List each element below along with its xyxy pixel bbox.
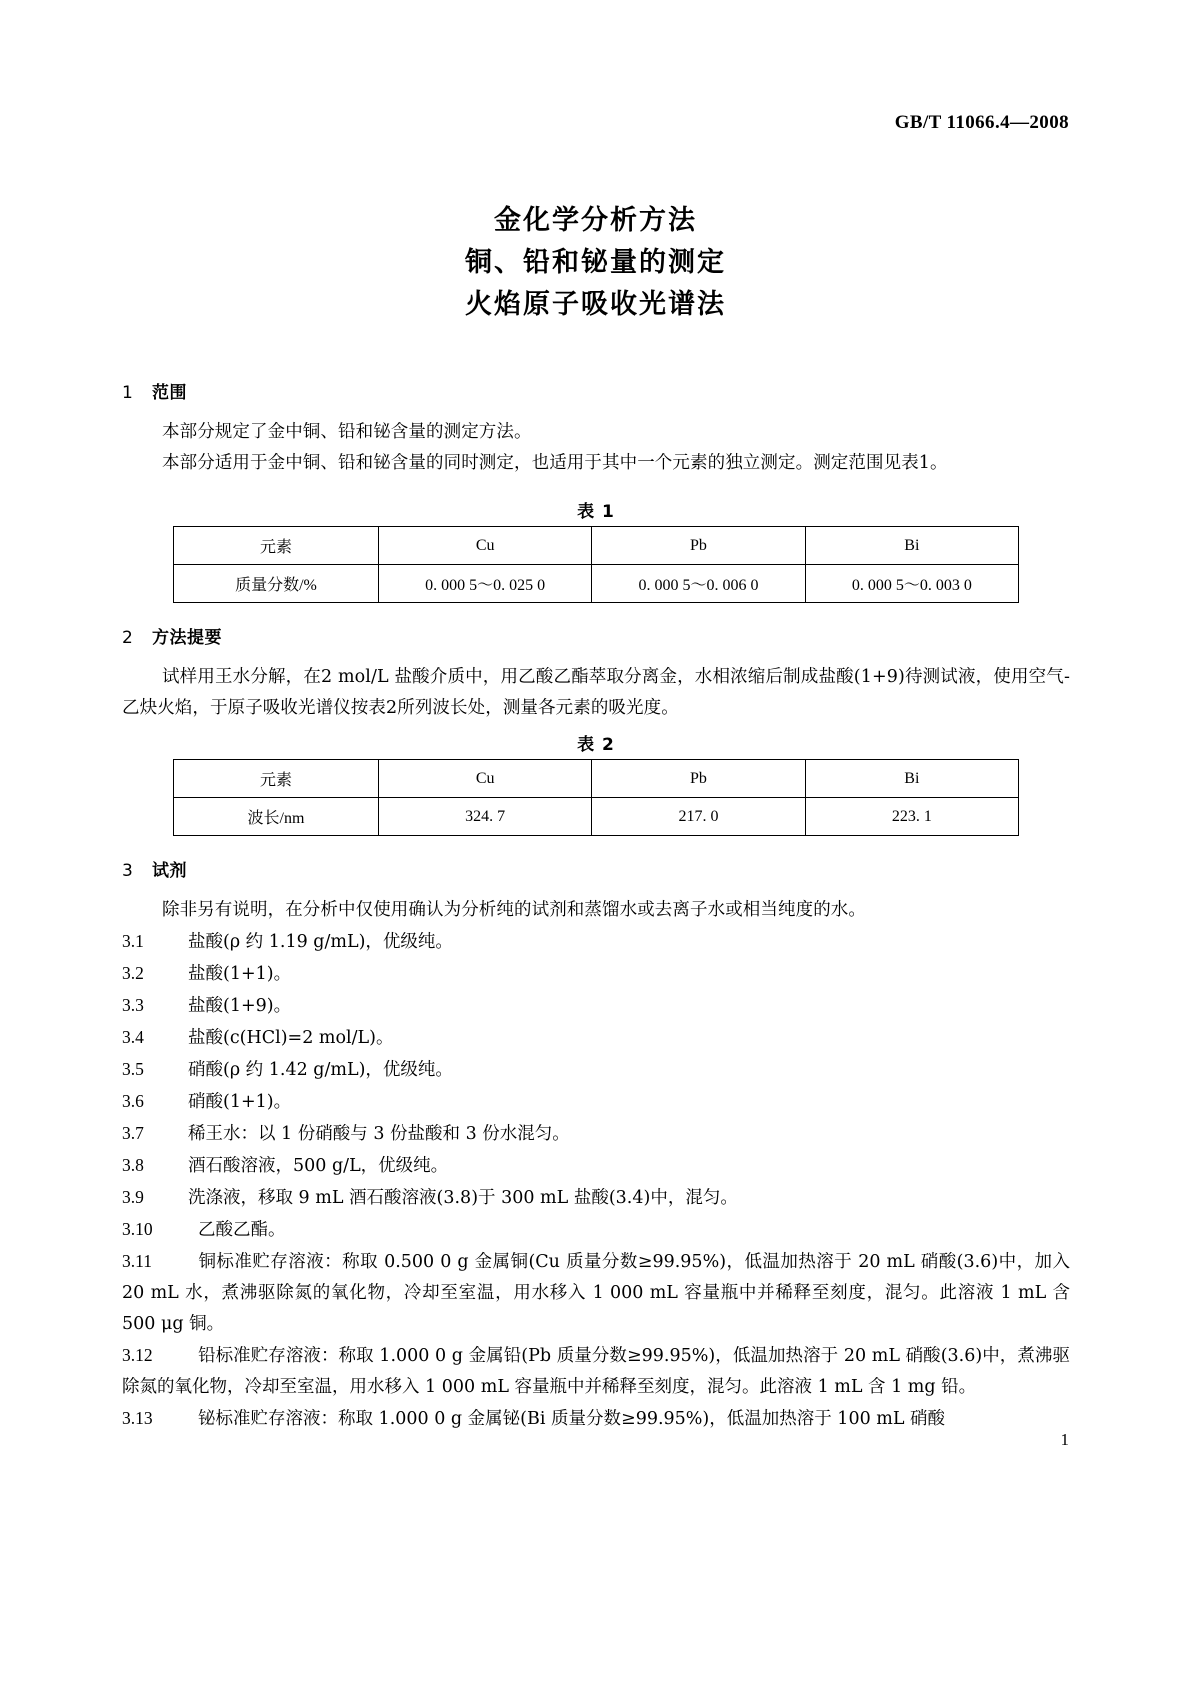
section-number-1: 1 [122, 383, 134, 403]
list-item [122, 1054, 1070, 1086]
table-1-value-1: 0. 000 5～0. 006 0 [592, 565, 805, 603]
section-heading-reagents [122, 856, 1070, 881]
scope-paragraph-2: 本部分适用于金中铜、铅和铋含量的同时测定，也适用于其中一个元素的独立测定。测定范围见表1。 [162, 453, 948, 473]
table-1 [173, 526, 1019, 603]
reagent-label-3-5: 3.5 [122, 1059, 144, 1079]
table-1-column-2: Bi [805, 527, 1018, 565]
title-line-3: 火焰原子吸收光谱法 [465, 289, 726, 320]
reagent-label-3-12: 3.12 [122, 1345, 153, 1365]
section-title-1: 范围 [152, 383, 187, 403]
reagent-label-3-11: 3.11 [122, 1251, 152, 1271]
reagent-text-3-12: 铅标准贮存溶液：称取 1.000 0 g 金属铅(Pb 质量分数≥99.95%)，低温加热溶于 20 mL 硝酸(3.6)中，煮沸驱除氮的氧化物，冷却至室温，用水移入 1 000 mL 容量瓶中并稀释至刻度，混匀。此溶液 1 mL 含 1 mg 铅。 [122, 1346, 1070, 1397]
reagent-text-3-9: 洗涤液，移取 9 mL 酒石酸溶液(3.8)于 300 mL 盐酸(3.4)中，混匀。 [188, 1188, 738, 1208]
list-item [122, 1214, 1070, 1246]
reagent-text-3-8: 酒石酸溶液，500 g/L，优级纯。 [188, 1156, 449, 1176]
table-1-row-header-1: 质量分数/% [174, 565, 379, 603]
reagent-label-3-7: 3.7 [122, 1123, 144, 1143]
list-item [122, 990, 1070, 1022]
reagent-text-3-4: 盐酸(c(HCl)=2 mol/L)。 [188, 1028, 394, 1048]
table-2-value-1: 217. 0 [592, 798, 805, 836]
section-number-2: 2 [122, 628, 134, 648]
section-heading-principle [122, 623, 1070, 648]
document-body [122, 378, 1070, 1435]
section-heading-scope [122, 378, 1070, 403]
reagent-label-3-9: 3.9 [122, 1187, 144, 1207]
title-line-2: 铜、铅和铋量的测定 [465, 247, 726, 278]
table-row [174, 565, 1019, 603]
reagent-label-3-2: 3.2 [122, 963, 144, 983]
list-item [122, 1022, 1070, 1054]
table-2-value-2: 223. 1 [805, 798, 1018, 836]
reagent-text-3-2: 盐酸(1+1)。 [188, 964, 292, 984]
reagent-text-3-7: 稀王水：以 1 份硝酸与 3 份盐酸和 3 份水混匀。 [188, 1124, 570, 1144]
table-1-column-0: Cu [379, 527, 592, 565]
list-item [122, 1340, 1070, 1403]
list-item [122, 1246, 1070, 1340]
table-row [174, 760, 1019, 798]
reagent-label-3-3: 3.3 [122, 995, 144, 1015]
table-2-row-header-0: 元素 [174, 760, 379, 798]
reagent-label-3-10: 3.10 [122, 1219, 153, 1239]
reagent-text-3-13: 铋标准贮存溶液：称取 1.000 0 g 金属铋(Bi 质量分数≥99.95%)，低温加热溶于 100 mL 硝酸 [198, 1409, 946, 1429]
table-1-value-2: 0. 000 5～0. 003 0 [805, 565, 1018, 603]
reagents-intro: 除非另有说明，在分析中仅使用确认为分析纯的试剂和蒸馏水或去离子水或相当纯度的水。 [162, 900, 866, 920]
reagent-label-3-4: 3.4 [122, 1027, 144, 1047]
section-title-2: 方法提要 [152, 628, 222, 648]
list-item [122, 926, 1070, 958]
table-2-column-0: Cu [379, 760, 592, 798]
reagent-label-3-1: 3.1 [122, 931, 144, 951]
table-1-value-0: 0. 000 5～0. 025 0 [379, 565, 592, 603]
document-title [0, 200, 1191, 326]
table-2-column-1: Pb [592, 760, 805, 798]
reagent-label-3-13: 3.13 [122, 1408, 153, 1428]
reagent-text-3-6: 硝酸(1+1)。 [188, 1092, 292, 1112]
list-item [122, 1150, 1070, 1182]
reagent-label-3-8: 3.8 [122, 1155, 144, 1175]
table-row [174, 527, 1019, 565]
table-2-caption: 表 2 [577, 735, 615, 755]
principle-paragraph-1: 试样用王水分解，在2 mol/L 盐酸介质中，用乙酸乙酯萃取分离金，水相浓缩后制成盐酸(1+9)待测试液，使用空气-乙炔火焰，于原子吸收光谱仪按表2所列波长处，测量各元素的吸光度。 [122, 667, 1070, 718]
table-1-row-header-0: 元素 [174, 527, 379, 565]
table-2-value-0: 324. 7 [379, 798, 592, 836]
reagent-text-3-11: 铜标准贮存溶液：称取 0.500 0 g 金属铜(Cu 质量分数≥99.95%)，低温加热溶于 20 mL 硝酸(3.6)中，加入 20 mL 水，煮沸驱除氮的氧化物，冷却至室温，用水移入 1 000 mL 容量瓶中并稀释至刻度，混匀。此溶液 1 mL 含 500 μg 铜。 [122, 1252, 1070, 1334]
reagent-text-3-3: 盐酸(1+9)。 [188, 996, 292, 1016]
reagent-text-3-5: 硝酸(ρ 约 1.42 g/mL)，优级纯。 [188, 1060, 453, 1080]
table-2-row-header-1: 波长/nm [174, 798, 379, 836]
table-1-caption: 表 1 [577, 502, 615, 522]
table-1-column-1: Pb [592, 527, 805, 565]
table-2-column-2: Bi [805, 760, 1018, 798]
page-number: 1 [1060, 1430, 1069, 1449]
title-line-1: 金化学分析方法 [494, 205, 697, 236]
scope-paragraph-1: 本部分规定了金中铜、铅和铋含量的测定方法。 [162, 422, 532, 442]
table-2 [173, 759, 1019, 836]
list-item [122, 958, 1070, 990]
reagent-text-3-1: 盐酸(ρ 约 1.19 g/mL)，优级纯。 [188, 932, 453, 952]
table-row [174, 798, 1019, 836]
list-item [122, 1086, 1070, 1118]
running-header-standard-code: GB/T 11066.4—2008 [894, 112, 1069, 133]
reagent-label-3-6: 3.6 [122, 1091, 144, 1111]
list-item [122, 1182, 1070, 1214]
reagent-text-3-10: 乙酸乙酯。 [198, 1220, 286, 1240]
section-number-3: 3 [122, 861, 134, 881]
list-item [122, 1118, 1070, 1150]
section-title-3: 试剂 [152, 861, 187, 881]
list-item [122, 1403, 1070, 1435]
